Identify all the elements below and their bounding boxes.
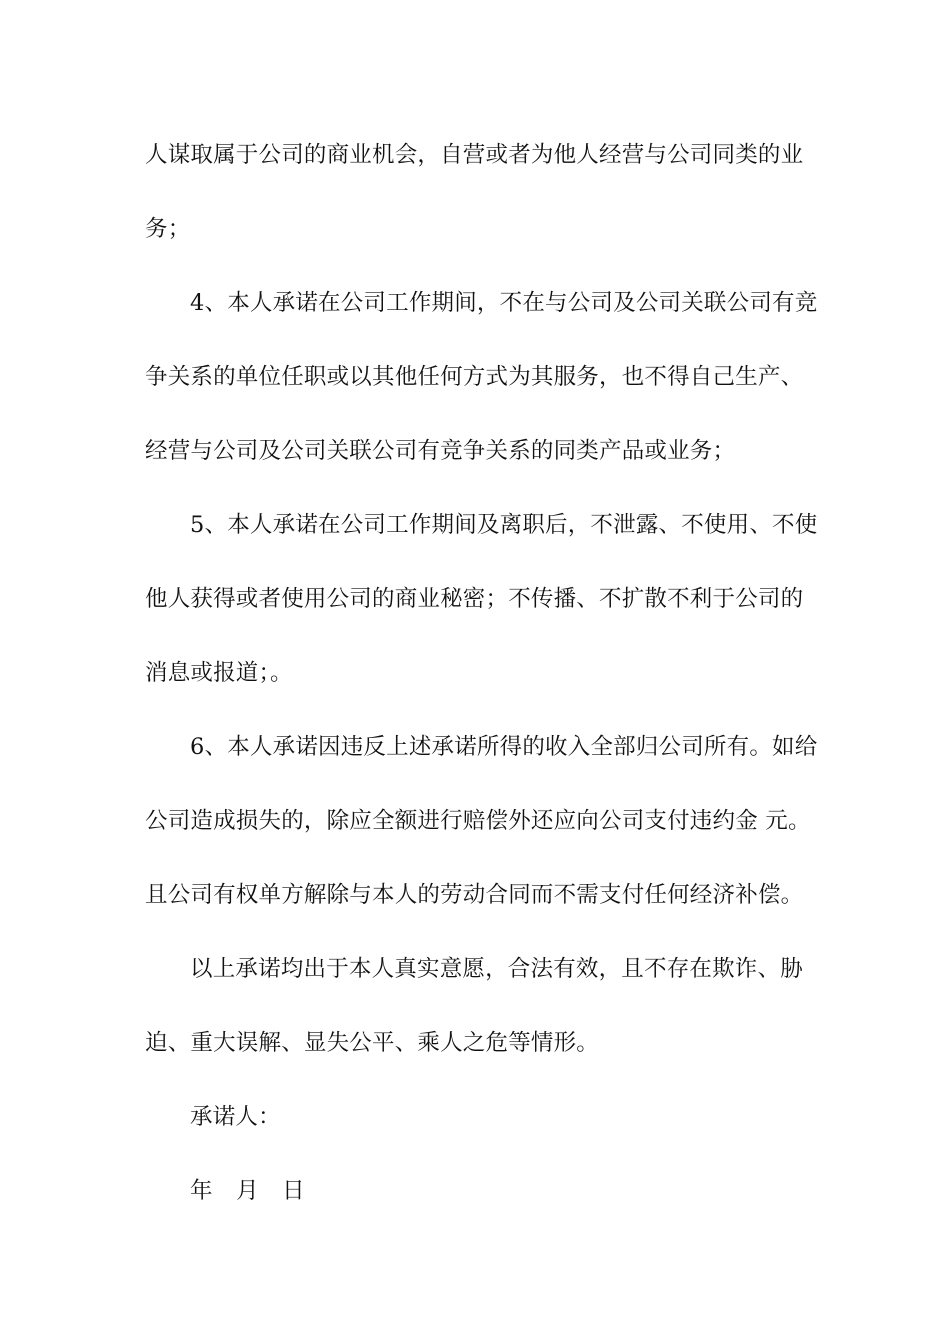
clause-6-line-3: 且公司有权单方解除与本人的劳动合同而不需支付任何经济补偿。 (145, 882, 804, 908)
clause-4-line-3: 经营与公司及公司关联公司有竞争关系的同类产品或业务； (145, 438, 736, 464)
clause-5-line-3: 消息或报道；。 (145, 660, 293, 686)
text-line-1: 人谋取属于公司的商业机会，自营或者为他人经营与公司同类的业 (145, 142, 804, 168)
date-month-label: 月 (236, 1178, 259, 1204)
clause-6-line-1: 6、本人承诺因违反上述承诺所得的收入全部归公司所有。如给 (190, 734, 818, 760)
clause-5-line-2: 他人获得或者使用公司的商业秘密；不传播、不扩散不利于公司的 (145, 586, 804, 612)
signature-label: 承诺人： (190, 1104, 281, 1130)
declaration-line-2: 迫、重大误解、显失公平、乘人之危等情形。 (145, 1030, 600, 1056)
date-year-label: 年 (190, 1178, 213, 1204)
date-line (190, 1176, 810, 1206)
clause-4-line-1: 4、本人承诺在公司工作期间，不在与公司及公司关联公司有竞 (190, 290, 818, 316)
date-day-label: 日 (282, 1178, 305, 1204)
clause-4-line-2: 争关系的单位任职或以其他任何方式为其服务，也不得自己生产、 (145, 364, 804, 390)
text-line-2: 务； (145, 216, 191, 242)
clause-6-line-2: 公司造成损失的，除应全额进行赔偿外还应向公司支付违约金 元。 (145, 808, 811, 834)
clause-5-line-1: 5、本人承诺在公司工作期间及离职后，不泄露、不使用、不使 (190, 512, 818, 538)
declaration-line-1: 以上承诺均出于本人真实意愿，合法有效，且不存在欺诈、胁 (190, 956, 803, 982)
